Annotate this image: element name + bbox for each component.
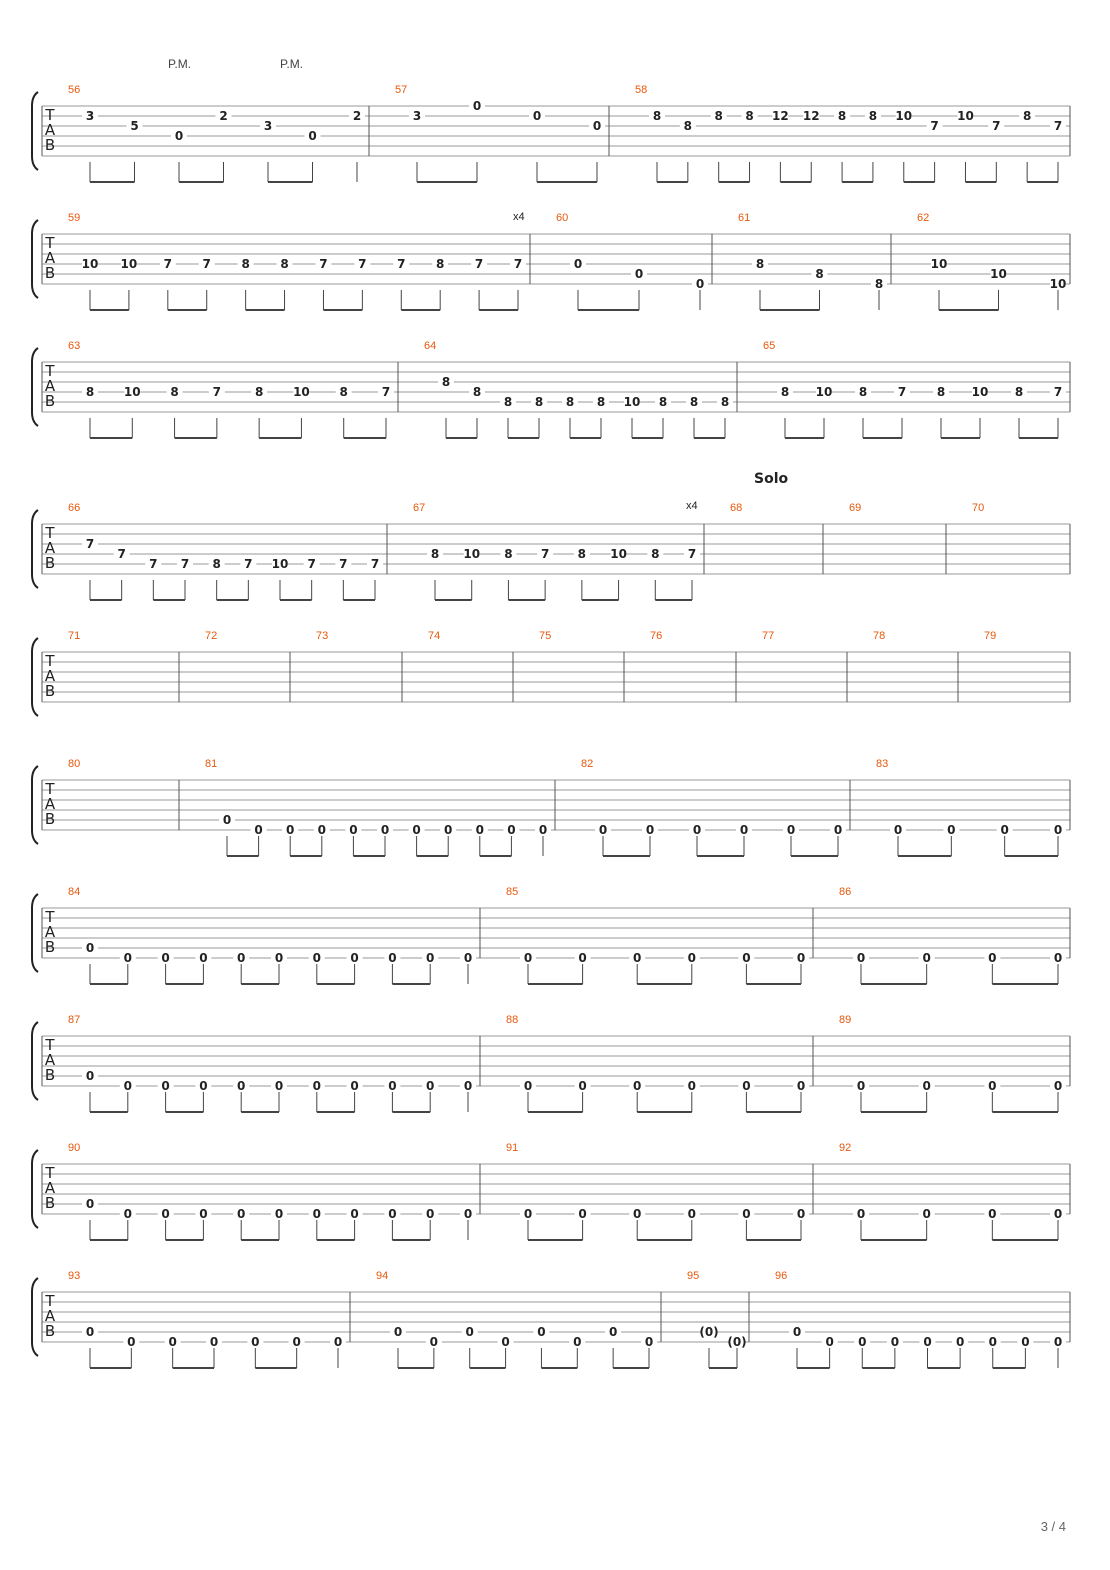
fret-number: 8 — [339, 385, 348, 399]
fret-number: 8 — [689, 395, 699, 409]
fret-number: 0 — [922, 951, 931, 965]
fret-number: 10 — [120, 257, 138, 271]
tab-clef-letter: A — [44, 249, 56, 267]
fret-number: 7 — [1053, 119, 1063, 133]
fret-number: 0 — [523, 1079, 533, 1093]
measure-number: 62 — [917, 212, 930, 224]
fret-number: 10 — [1049, 277, 1067, 291]
fret-number: 7 — [180, 557, 190, 571]
fret-number: 0 — [199, 1207, 208, 1221]
measure-number: 56 — [68, 84, 81, 96]
fret-number: 8 — [858, 385, 868, 399]
tab-clef-letter: T — [45, 780, 55, 798]
fret-number: 0 — [856, 1079, 866, 1093]
fret-number: 0 — [796, 1207, 806, 1221]
fret-number: 0 — [742, 1079, 751, 1093]
fret-number: 0 — [174, 129, 184, 143]
repeat-count: x4 — [686, 500, 698, 512]
tab-clef-letter: B — [44, 1066, 56, 1084]
fret-number: 7 — [163, 257, 172, 271]
fret-number: 8 — [577, 547, 587, 561]
fret-number: 8 — [936, 385, 946, 399]
fret-number: 0 — [1053, 1335, 1063, 1349]
measure-number: 86 — [839, 886, 852, 898]
fret-number: 0 — [501, 1335, 510, 1349]
fret-number: 2 — [219, 109, 228, 123]
measure-number: 60 — [556, 212, 569, 224]
fret-number: 0 — [123, 951, 132, 965]
fret-number: 10 — [463, 547, 481, 561]
fret-number: 0 — [947, 823, 956, 837]
tab-clef-letter: T — [45, 1164, 55, 1182]
fret-number: 0 — [573, 1335, 582, 1349]
fret-number: 0 — [222, 813, 232, 827]
fret-number: 8 — [658, 395, 668, 409]
tab-clef-letter: A — [44, 667, 56, 685]
measure-number: 89 — [839, 1014, 852, 1026]
fret-number: 7 — [244, 557, 253, 571]
measure-number: 93 — [68, 1270, 81, 1282]
tab-clef-letter: A — [44, 795, 56, 813]
fret-number: 0 — [349, 823, 358, 837]
fret-number: 3 — [412, 109, 422, 123]
measure-number: 96 — [775, 1270, 788, 1282]
system-bracket — [32, 92, 38, 170]
tab-clef-letter: A — [44, 121, 56, 139]
measure-number: 74 — [428, 630, 441, 642]
fret-number: 0 — [161, 1079, 170, 1093]
fret-number: 0 — [1053, 1207, 1063, 1221]
tab-clef-letter: T — [45, 652, 55, 670]
fret-number: 0 — [237, 1079, 246, 1093]
fret-number: 10 — [971, 385, 989, 399]
fret-number: 0 — [237, 951, 246, 965]
fret-number: 7 — [687, 547, 697, 561]
fret-number: 0 — [350, 951, 359, 965]
fret-number: 7 — [897, 385, 907, 399]
fret-number: 0 — [598, 823, 608, 837]
system-bracket — [32, 220, 38, 298]
fret-number: 8 — [170, 385, 179, 399]
measure-number: 83 — [876, 758, 889, 770]
tab-system — [32, 758, 1070, 856]
fret-number: 0 — [856, 951, 866, 965]
palm-mute-marker: P.M. — [280, 57, 304, 71]
fret-number: 0 — [317, 823, 326, 837]
fret-number: 0 — [687, 1079, 696, 1093]
fret-number: 0 — [633, 951, 642, 965]
fret-number: 7 — [307, 557, 316, 571]
fret-number: 0 — [922, 1207, 931, 1221]
fret-number: (0) — [699, 1325, 719, 1339]
tab-clef-letter: B — [44, 264, 56, 282]
fret-number: 0 — [1021, 1335, 1030, 1349]
fret-number: 8 — [85, 385, 95, 399]
fret-number: 0 — [1053, 1079, 1063, 1093]
measure-number: 57 — [395, 84, 408, 96]
fret-number: 0 — [988, 951, 997, 965]
fret-number: 0 — [692, 823, 702, 837]
fret-number: 0 — [955, 1335, 965, 1349]
tab-system — [32, 886, 1070, 984]
tab-clef-letter: B — [44, 938, 56, 956]
system-bracket — [32, 766, 38, 844]
tab-clef-letter: B — [44, 136, 56, 154]
measure-number: 79 — [984, 630, 997, 642]
fret-number: 0 — [312, 1079, 321, 1093]
fret-number: 5 — [130, 119, 139, 133]
tab-clef-letter: B — [44, 810, 56, 828]
fret-number: 0 — [199, 1079, 208, 1093]
measure-number: 87 — [68, 1014, 81, 1026]
fret-number: 8 — [241, 257, 250, 271]
measure-number: 72 — [205, 630, 218, 642]
fret-number: 7 — [513, 257, 523, 271]
measure-number: 94 — [376, 1270, 389, 1282]
fret-number: 0 — [274, 1079, 284, 1093]
measure-number: 88 — [506, 1014, 519, 1026]
fret-number: 8 — [837, 109, 847, 123]
fret-number: 7 — [85, 537, 95, 551]
fret-number: 0 — [1000, 823, 1009, 837]
fret-number: 8 — [651, 547, 660, 561]
tab-clef-letter: B — [44, 1322, 56, 1340]
fret-number: 0 — [687, 951, 696, 965]
fret-number: 8 — [1014, 385, 1024, 399]
fret-number: 0 — [507, 823, 516, 837]
fret-number: 7 — [381, 385, 391, 399]
fret-number: 0 — [286, 823, 295, 837]
tab-system — [32, 630, 1070, 716]
fret-number: 7 — [339, 557, 348, 571]
tab-clef-letter: T — [45, 1036, 55, 1054]
fret-number: 7 — [212, 385, 222, 399]
fret-number: 0 — [988, 1335, 997, 1349]
fret-number: 0 — [350, 1207, 359, 1221]
measure-number: 68 — [730, 502, 743, 514]
section-label-solo: Solo — [754, 471, 789, 487]
fret-number: 8 — [565, 395, 575, 409]
fret-number: 3 — [263, 119, 273, 133]
tab-clef-letter: T — [45, 524, 55, 542]
fret-number: 8 — [720, 395, 730, 409]
fret-number: 0 — [578, 951, 587, 965]
fret-number: 10 — [271, 557, 289, 571]
fret-number: 7 — [149, 557, 158, 571]
fret-number: 0 — [796, 951, 806, 965]
fret-number: 8 — [815, 267, 824, 281]
system-bracket — [32, 1150, 38, 1228]
fret-number: 0 — [1053, 823, 1063, 837]
fret-number: 8 — [504, 547, 513, 561]
fret-number: 0 — [573, 257, 583, 271]
fret-number: 0 — [412, 823, 421, 837]
fret-number: 10 — [623, 395, 641, 409]
measure-number: 70 — [972, 502, 985, 514]
measure-number: 85 — [506, 886, 519, 898]
fret-number: 8 — [534, 395, 544, 409]
fret-number: 0 — [538, 823, 548, 837]
system-bracket — [32, 1022, 38, 1100]
fret-number: 0 — [592, 119, 602, 133]
fret-number: 0 — [786, 823, 796, 837]
fret-number: 0 — [85, 1069, 95, 1083]
fret-number: 0 — [792, 1325, 802, 1339]
system-bracket — [32, 510, 38, 588]
measure-number: 66 — [68, 502, 81, 514]
tab-clef-letter: A — [44, 923, 56, 941]
measure-number: 77 — [762, 630, 775, 642]
fret-number: 0 — [426, 951, 435, 965]
fret-number: 0 — [312, 1207, 321, 1221]
fret-number: 0 — [429, 1335, 439, 1349]
fret-number: (0) — [727, 1335, 747, 1349]
fret-number: 0 — [350, 1079, 359, 1093]
measure-number: 91 — [506, 1142, 519, 1154]
system-bracket — [32, 638, 38, 716]
fret-number: 0 — [274, 1207, 284, 1221]
measure-number: 78 — [873, 630, 886, 642]
measure-number: 76 — [650, 630, 663, 642]
measure-number: 64 — [424, 340, 437, 352]
fret-number: 8 — [430, 547, 440, 561]
tab-clef-letter: T — [45, 908, 55, 926]
fret-number: 0 — [426, 1207, 435, 1221]
measure-number: 82 — [581, 758, 594, 770]
measure-number: 58 — [635, 84, 648, 96]
fret-number: 10 — [930, 257, 948, 271]
fret-number: 7 — [370, 557, 380, 571]
fret-number: 0 — [923, 1335, 932, 1349]
tab-systems — [32, 84, 1070, 1368]
tab-clef-letter: T — [45, 106, 55, 124]
fret-number: 8 — [745, 109, 754, 123]
fret-number: 10 — [815, 385, 833, 399]
fret-number: 12 — [772, 109, 789, 123]
fret-number: 10 — [990, 267, 1007, 281]
measure-number: 84 — [68, 886, 81, 898]
fret-number: 0 — [893, 823, 903, 837]
fret-number: 0 — [426, 1079, 435, 1093]
tab-clef-letter: B — [44, 392, 56, 410]
tab-clef-letter: A — [44, 1051, 56, 1069]
fret-number: 0 — [833, 823, 843, 837]
measure-number: 61 — [738, 212, 751, 224]
fret-number: 7 — [540, 547, 550, 561]
measure-number: 75 — [539, 630, 552, 642]
fret-number: 0 — [825, 1335, 834, 1349]
fret-number: 0 — [312, 951, 321, 965]
measure-number: 67 — [413, 502, 426, 514]
fret-number: 0 — [463, 1207, 473, 1221]
fret-number: 8 — [755, 257, 765, 271]
measure-number: 71 — [68, 630, 81, 642]
fret-number: 0 — [380, 823, 390, 837]
fret-number: 10 — [123, 385, 141, 399]
fret-number: 0 — [578, 1079, 587, 1093]
fret-number: 0 — [388, 1207, 397, 1221]
fret-number: 8 — [472, 385, 482, 399]
fret-number: 0 — [796, 1079, 806, 1093]
fret-number: 10 — [957, 109, 974, 123]
tab-clef-letter: B — [44, 554, 56, 572]
fret-number: 0 — [988, 1079, 997, 1093]
fret-number: 0 — [127, 1335, 136, 1349]
fret-number: 0 — [85, 941, 95, 955]
fret-number: 0 — [292, 1335, 301, 1349]
repeat-count: x4 — [513, 211, 525, 223]
tab-clef-letter: T — [45, 234, 55, 252]
measure-number: 92 — [839, 1142, 852, 1154]
fret-number: 7 — [358, 257, 367, 271]
fret-number: 0 — [537, 1325, 546, 1339]
fret-number: 0 — [85, 1197, 95, 1211]
fret-number: 0 — [608, 1325, 618, 1339]
fret-number: 0 — [161, 1207, 170, 1221]
tab-clef-letter: A — [44, 539, 56, 557]
fret-number: 0 — [463, 951, 473, 965]
fret-number: 0 — [393, 1325, 403, 1339]
fret-number: 7 — [992, 119, 1001, 133]
fret-number: 8 — [874, 277, 884, 291]
fret-number: 7 — [474, 257, 484, 271]
fret-number: 2 — [352, 109, 362, 123]
fret-number: 0 — [523, 1207, 533, 1221]
measure-number: 69 — [849, 502, 862, 514]
fret-number: 0 — [988, 1207, 997, 1221]
fret-number: 0 — [1053, 951, 1063, 965]
fret-number: 10 — [293, 385, 310, 399]
fret-number: 7 — [1053, 385, 1063, 399]
system-bracket — [32, 1278, 38, 1356]
fret-number: 8 — [436, 257, 445, 271]
fret-number: 0 — [645, 823, 655, 837]
fret-number: 3 — [85, 109, 95, 123]
measure-number: 81 — [205, 758, 218, 770]
fret-number: 10 — [610, 547, 627, 561]
fret-number: 0 — [633, 1207, 642, 1221]
fret-number: 10 — [895, 109, 913, 123]
fret-number: 8 — [280, 257, 289, 271]
fret-number: 8 — [868, 109, 878, 123]
measure-number: 95 — [687, 1270, 700, 1282]
fret-number: 0 — [742, 951, 751, 965]
fret-number: 0 — [388, 1079, 397, 1093]
fret-number: 0 — [161, 951, 170, 965]
tab-clef-letter: B — [44, 682, 56, 700]
fret-number: 0 — [695, 277, 705, 291]
fret-number: 0 — [475, 823, 484, 837]
measure-number: 80 — [68, 758, 81, 770]
tab-system — [32, 1270, 1070, 1368]
fret-number: 0 — [633, 1079, 642, 1093]
fret-number: 10 — [81, 257, 99, 271]
measure-number: 73 — [316, 630, 329, 642]
fret-number: 8 — [254, 385, 264, 399]
measure-number: 63 — [68, 340, 81, 352]
tab-clef-letter: T — [45, 1292, 55, 1310]
fret-number: 0 — [123, 1079, 132, 1093]
fret-number: 0 — [856, 1207, 866, 1221]
tab-system — [32, 502, 1070, 600]
measure-number: 65 — [763, 340, 776, 352]
fret-number: 8 — [652, 109, 662, 123]
measure-number: 59 — [68, 212, 81, 224]
tab-clef-letter: A — [44, 1179, 56, 1197]
system-bracket — [32, 348, 38, 426]
fret-number: 0 — [209, 1335, 219, 1349]
system-bracket — [32, 894, 38, 972]
fret-number: 0 — [251, 1335, 260, 1349]
fret-number: 7 — [117, 547, 126, 561]
fret-number: 0 — [123, 1207, 132, 1221]
palm-mute-marker: P.M. — [168, 57, 192, 71]
fret-number: 0 — [274, 951, 284, 965]
fret-number: 7 — [397, 257, 406, 271]
fret-number: 0 — [199, 951, 208, 965]
fret-number: 0 — [472, 99, 482, 113]
fret-number: 8 — [441, 375, 451, 389]
fret-number: 0 — [308, 129, 317, 143]
tab-clef-letter: T — [45, 362, 55, 380]
tab-clef-letter: B — [44, 1194, 56, 1212]
fret-number: 8 — [780, 385, 790, 399]
tab-system — [32, 212, 1070, 310]
fret-number: 8 — [503, 395, 513, 409]
fret-number: 0 — [922, 1079, 931, 1093]
tab-clef-letter: A — [44, 1307, 56, 1325]
fret-number: 0 — [739, 823, 749, 837]
fret-number: 0 — [858, 1335, 867, 1349]
fret-number: 8 — [1022, 109, 1032, 123]
fret-number: 0 — [333, 1335, 343, 1349]
fret-number: 0 — [388, 951, 397, 965]
fret-number: 0 — [742, 1207, 751, 1221]
fret-number: 0 — [85, 1325, 95, 1339]
fret-number: 0 — [644, 1335, 654, 1349]
fret-number: 0 — [578, 1207, 587, 1221]
tab-clef-letter: A — [44, 377, 56, 395]
fret-number: 8 — [683, 119, 693, 133]
fret-number: 7 — [319, 257, 328, 271]
fret-number: 12 — [802, 109, 820, 123]
fret-number: 7 — [202, 257, 211, 271]
fret-number: 0 — [237, 1207, 246, 1221]
fret-number: 0 — [634, 267, 644, 281]
fret-number: 8 — [714, 109, 723, 123]
tab-system — [32, 1142, 1070, 1240]
tab-system — [32, 84, 1070, 182]
fret-number: 7 — [930, 119, 939, 133]
tab-system — [32, 1014, 1070, 1112]
fret-number: 0 — [523, 951, 533, 965]
fret-number: 8 — [212, 557, 221, 571]
fret-number: 0 — [465, 1325, 474, 1339]
tab-system — [32, 340, 1070, 438]
fret-number: 0 — [890, 1335, 900, 1349]
fret-number: 0 — [444, 823, 453, 837]
fret-number: 0 — [254, 823, 263, 837]
measure-number: 90 — [68, 1142, 81, 1154]
fret-number: 0 — [687, 1207, 696, 1221]
fret-number: 0 — [463, 1079, 473, 1093]
fret-number: 8 — [596, 395, 606, 409]
fret-number: 0 — [532, 109, 542, 123]
page-number: 3 / 4 — [1040, 1519, 1066, 1534]
fret-number: 0 — [168, 1335, 177, 1349]
